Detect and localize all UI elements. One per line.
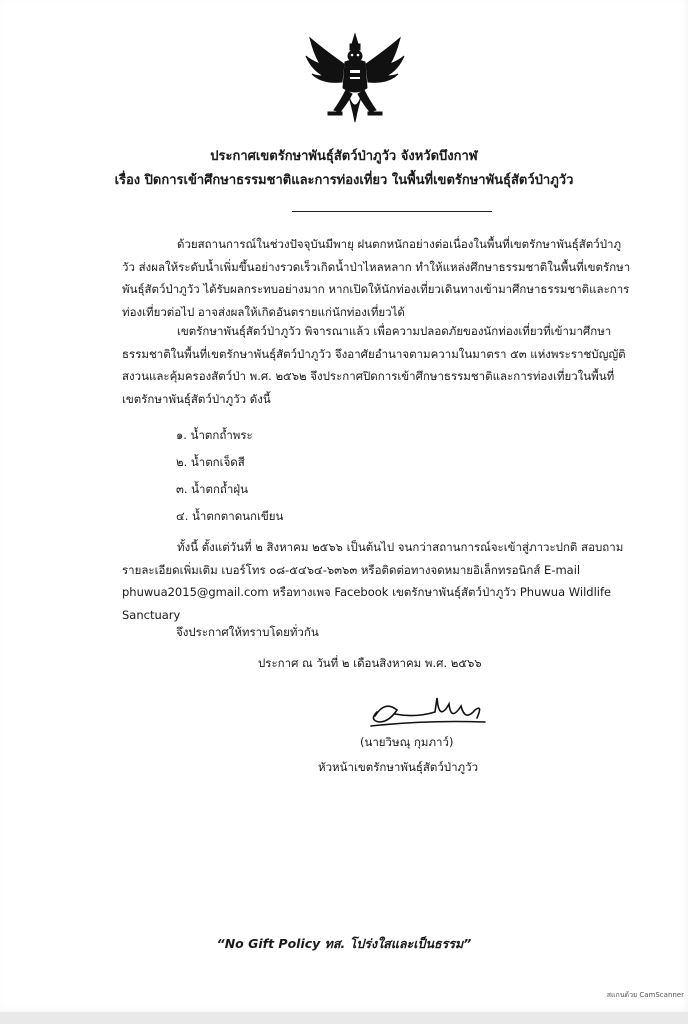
footer-slogan: “No Gift Policy ทส. โปร่งใสและเป็นธรรม” (216, 936, 472, 951)
list-item: ๓. น้ำตกถ้ำฝุ่น (176, 482, 248, 496)
closing-statement: จึงประกาศให้ทราบโดยทั่วกัน (176, 625, 319, 639)
paragraph-contact: ทั้งนี้ ตั้งแต่วันที่ ๒ สิงหาคม ๒๕๖๖ เป็นต้นไป จนกว่าสถานการณ์จะเข้าสู่ภาวะปกติ สอบถามรายละเอียดเพิ่มเติม เบอร์โทร ๐๘-๕๔๖๔-๖๓๖๓ หรือติดต่อทางจดหมายอิเล็กทรอนิกส์ E-mail phuwua2015@gmail.com หรือทางเพจ Facebook เขตรักษาพันธุ์สัตว์ป่าภูวัว Phuwua Wildlife Sanctuary (122, 540, 624, 622)
announcement-date: ประกาศ ณ วันที่ ๒ เดือนสิงหาคม พ.ศ. ๒๕๖๖ (258, 656, 482, 670)
announcement-title: ประกาศเขตรักษาพันธุ์สัตว์ป่าภูวัว จังหวัดบึงกาฬ (210, 149, 478, 164)
list-item: ๔. น้ำตกตาดนกเขียน (176, 509, 284, 523)
signer-position: หัวหน้าเขตรักษาพันธุ์สัตว์ป่าภูวัว (318, 760, 479, 774)
paragraph-decision: เขตรักษาพันธุ์สัตว์ป่าภูวัว พิจารณาแล้ว เพื่อความปลอดภัยของนักท่องเที่ยวที่เข้ามาศึกษาธรรมชาติในพื้นที่เขตรักษาพันธุ์สัตว์ป่าภูวัว จึงอาศัยอำนาจตามความในมาตรา ๕๓ แห่งพระราชบัญญัติสงวนและคุ้มครองสัตว์ป่า พ.ศ. ๒๕๖๒ จึงประกาศปิดการเข้าศึกษาธรรมชาติและการท่องเที่ยวในพื้นที่เขตรักษาพันธุ์สัตว์ป่าภูวัว ดังนี้ (122, 324, 626, 406)
paragraph-situation: ด้วยสถานการณ์ในช่วงปัจจุบันมีพายุ ฝนตกหนักอย่างต่อเนื่องในพื้นที่เขตรักษาพันธุ์สัตว์ป่าภูวัว ส่งผลให้ระดับน้ำเพิ่มขึ้นอย่างรวดเร็วเกิดน้ำป่าไหลหลาก ทำให้แหล่งศึกษาธรรมชาติในพื้นที่เขตรักษาพันธุ์สัตว์ป่าภูวัว ได้รับผลกระทบอย่างมาก หากเปิดให้นักท่องเที่ยวเดินทางเข้ามาศึกษาธรรมชาติและการท่องเที่ยวต่อไป อาจส่งผลให้เกิดอันตรายแก่นักท่องเที่ยวได้ (122, 237, 631, 319)
closed-sites-list (176, 425, 283, 533)
garuda-emblem-icon (300, 30, 410, 130)
list-item: ๑. น้ำตกถ้ำพระ (176, 428, 253, 442)
title-divider (292, 211, 492, 212)
signer-name: (นายวิษณุ กุมภาว์) (360, 735, 454, 749)
handwritten-signature-icon (365, 692, 505, 732)
list-item: ๒. น้ำตกเจ็ดสี (176, 455, 245, 469)
announcement-subject: เรื่อง ปิดการเข้าศึกษาธรรมชาติและการท่องเที่ยว ในพื้นที่เขตรักษาพันธุ์สัตว์ป่าภูวัว (114, 173, 574, 188)
scanner-watermark: สแกนด้วย CamScanner (606, 991, 684, 999)
